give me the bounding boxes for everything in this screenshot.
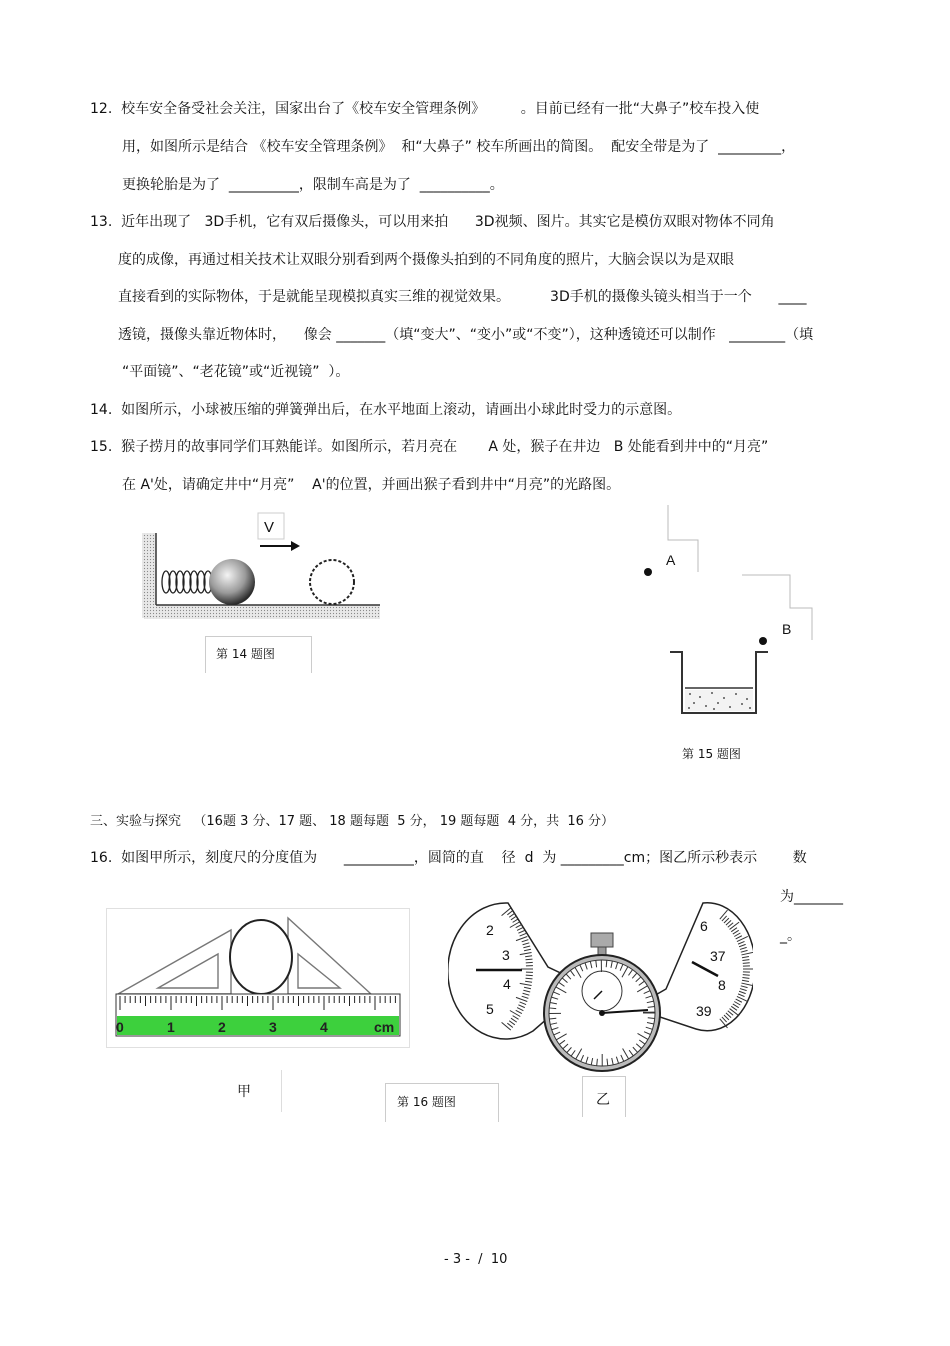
q15-line2: 在 A'处，请确定井中“月亮” A'的位置，并画出猴子看到井中“月亮”的光路图。 [122, 477, 621, 493]
left-dial-number: 5 [486, 1001, 494, 1017]
q16-line2: 为_______ [780, 889, 843, 905]
right-dial-number: 8 [718, 977, 726, 993]
figure-16-stopwatch-diagram [448, 893, 753, 1088]
dial-tick [597, 1059, 598, 1066]
ruler-number: 0 [116, 1019, 124, 1035]
right-dial-number: 37 [710, 948, 726, 964]
q13-line4: 透镜，摄像头靠近物体时， 像会 _______（填“变大”、“变小”或“不变”），这种透镜还可以制作 ________（填 [118, 327, 814, 343]
cylinder [230, 920, 292, 994]
point-b [759, 637, 767, 645]
figure-14-caption: 第 14 题图 [216, 647, 275, 661]
dashed-ball [310, 560, 354, 604]
figure-15-caption: 第 15 题图 [682, 747, 741, 761]
dial-tick [549, 1008, 556, 1009]
ruler-green-band [117, 1016, 399, 1035]
floor [144, 605, 380, 619]
figure-16-caption: 第 16 题图 [397, 1095, 456, 1109]
q15-line1: 15. 猴子捞月的故事同学们耳熟能详。如图所示，若月亮在 A 处，猴子在井边 B 处能看到井中的“月亮” [90, 439, 769, 455]
q13-line1: 13. 近年出现了 3D手机，它有双后摄像头，可以用来拍 3D视频、图片。其实它是模仿双眼对物体不同角 [90, 214, 775, 230]
well-water [685, 690, 753, 711]
left-dial-number: 3 [502, 947, 510, 963]
dial-tick [606, 960, 607, 967]
left-dial-number: 4 [503, 976, 511, 992]
ruler-number: 4 [320, 1019, 328, 1035]
triangle-left [118, 930, 231, 994]
ruler-number: 2 [218, 1019, 226, 1035]
arrow-right-icon [291, 541, 300, 551]
section-3-heading: 三、实验与探究 （16题 3 分、17 题、 18 题每题 5 分， 19 题每题 4 分，共 16 分） [90, 814, 615, 829]
point-a [644, 568, 652, 576]
figure-15-diagram [630, 500, 830, 725]
triangle-right [288, 918, 371, 994]
q14-line1: 14. 如图所示，小球被压缩的弹簧弹出后，在水平地面上滚动，请画出小球此时受力的示意图。 [90, 402, 682, 418]
q16-line3: _。 [780, 928, 801, 944]
ruler-number: 1 [167, 1019, 175, 1035]
q13-line3: 直接看到的实际物体，于是就能呈现模拟真实三维的视觉效果。 3D手机的摄像头镜头相当于一个 ____ [118, 289, 807, 305]
label-jia: 甲 [237, 1084, 251, 1100]
label-yi: 乙 [596, 1092, 610, 1108]
q13-line5: “平面镜”、“老花镜”或“近视镜” ）。 [122, 364, 350, 380]
point-a-label: A [666, 552, 676, 568]
point-b-label: B [782, 621, 792, 637]
stopwatch [544, 933, 660, 1071]
page-number: - 3 - / 10 [444, 1252, 508, 1267]
velocity-label: V [264, 519, 275, 536]
ruler-unit: cm [374, 1019, 395, 1035]
spring [162, 571, 212, 593]
ruler-number: 3 [269, 1019, 277, 1035]
q16-line1: 16. 如图甲所示，刻度尺的分度值为 __________，圆筒的直 径 d 为 _________cm；图乙所示秒表示 数 [90, 850, 807, 866]
left-dial-number: 2 [486, 922, 494, 938]
ball [209, 559, 255, 605]
figure-16-ruler-diagram [106, 908, 410, 1048]
q13-line2: 度的成像，再通过相关技术让双眼分别看到两个摄像头拍到的不同角度的照片，大脑会误以为是双眼 [118, 252, 734, 268]
right-dial-number: 6 [700, 918, 708, 934]
q12-line3: 更换轮胎是为了 __________，限制车高是为了 __________。 [122, 177, 504, 193]
dial-tick [743, 975, 750, 976]
figure-14-diagram [140, 510, 390, 630]
q12-line2: 用，如图所示是结合 《校车安全管理条例》 和“大鼻子” 校车所画出的简图。 配安全带是为了 _________， [122, 139, 796, 155]
dial-tick [743, 963, 750, 964]
q12-line1: 12. 校车安全备受社会关注，国家出台了《校车安全管理条例》 。目前已经有一批“大鼻子”校车投入使 [90, 101, 760, 117]
right-dial-number: 39 [696, 1003, 712, 1019]
